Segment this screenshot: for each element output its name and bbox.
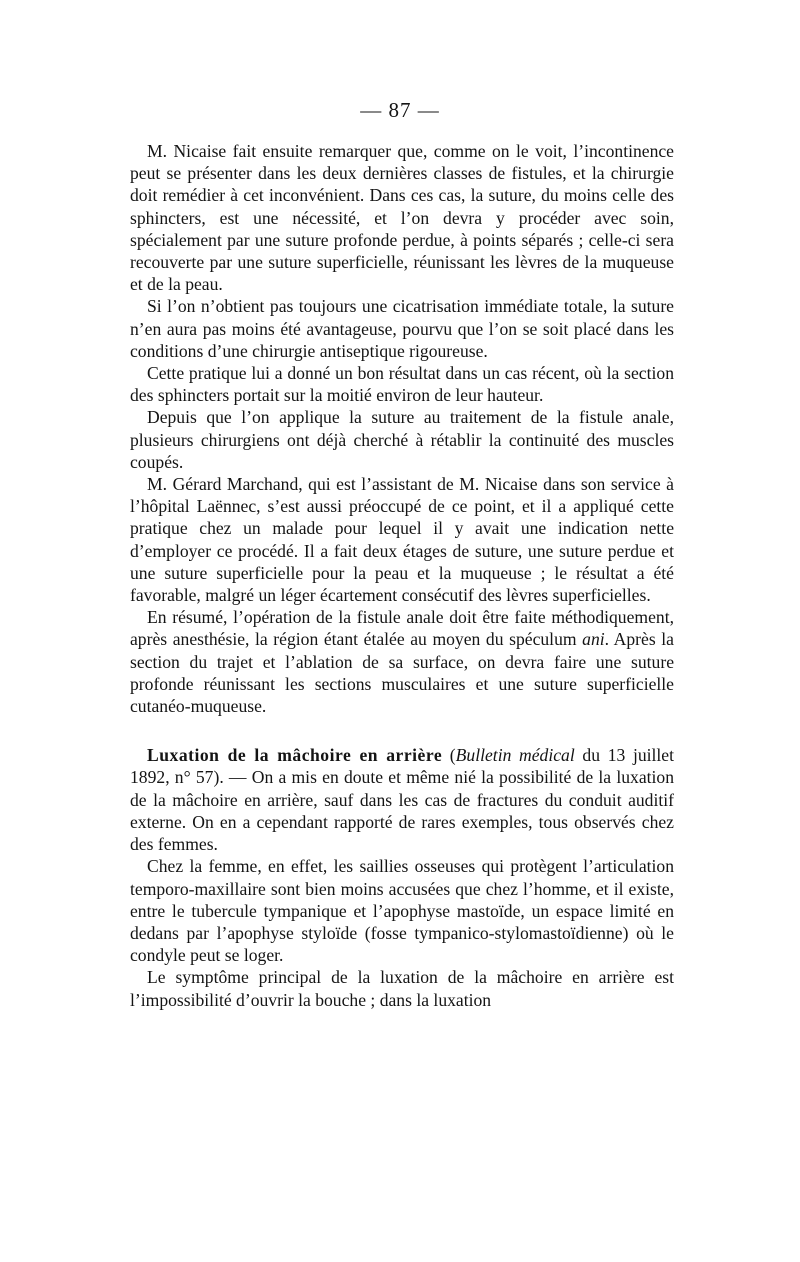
summary-italic-term: ani — [582, 629, 605, 650]
summary-text-end: . Après la section du trajet et l’ablation de sa surface, on devra faire une suture profonde réunissant les sections musculaires et une suture superficielle cutanéo-muqueuse. — [130, 629, 674, 717]
section-heading-paragraph — [130, 744, 674, 855]
source-open: ( — [442, 745, 456, 766]
body-text — [130, 140, 674, 1011]
section-divider-space — [130, 717, 674, 744]
paragraph: M. Nicaise fait ensuite remarquer que, comme on le voit, l’incontinence peut se présenter dans les deux dernières classes de fistules, et la chirurgie doit remédier à cet inconvénient. Dans ces cas, la suture, du moins celle des sphincters, est une nécessité, et l’on devra y procéder avec soin, spécialement par une suture profonde perdue, à points séparés ; celle-ci sera recouverte par une suture superficielle, réunissant les lèvres de la muqueuse et de la peau. — [130, 141, 674, 295]
section-intro-text: du 13 juillet 1892, n° 57). — On a mis en doute et même nié la possibilité de la luxation de la mâchoire en arrière, sauf dans les cas de fractures du conduit auditif externe. On en a cependant rapporté de rares exemples, tous observés chez des femmes. — [130, 745, 675, 855]
paragraph: Cette pratique lui a donné un bon résultat dans un cas récent, où la section des sphincters portait sur la moitié environ de leur hauteur. — [130, 363, 674, 406]
source-citation: Bulletin médical — [455, 745, 575, 766]
paragraph: Chez la femme, en effet, les saillies osseuses qui protègent l’articulation temporo-maxillaire sont bien moins accusées que chez l’homme, et il existe, entre le tubercule tympanique et l’apophyse mastoïde, un espace limité en dedans par l’apophyse styloïde (fosse tympanico-stylomastoïdienne) où le condyle peut se loger. — [130, 856, 674, 966]
summary-text-start: En résumé, l’opération de la fistule anale doit être faite méthodiquement, après anesthésie, la région étant étalée au moyen du spéculum — [130, 607, 674, 650]
section-title: Luxation de la mâchoire en arrière — [147, 745, 443, 766]
paragraph: M. Gérard Marchand, qui est l’assistant de M. Nicaise dans son service à l’hôpital Laënnec, s’est aussi préoccupé de ce point, et il a appliqué cette pratique chez un malade pour lequel il y avait une indication nette d’employer ce procédé. Il a fait deux étages de suture, une suture perdue et une suture superficielle pour la peau et la muqueuse ; le résultat a été favorable, malgré un léger écartement consécutif des lèvres superficielles. — [130, 474, 674, 606]
paragraph: Si l’on n’obtient pas toujours une cicatrisation immédiate totale, la suture n’en aura pas moins été avantageuse, pourvu que l’on se soit placé dans les conditions d’une chirurgie antiseptique rigoureuse. — [130, 296, 674, 361]
paragraph-summary — [130, 606, 674, 717]
paragraph: Le symptôme principal de la luxation de la mâchoire en arrière est l’impossibilité d’ouvrir la bouche ; dans la luxation — [130, 967, 674, 1010]
page-number: — 87 — — [360, 98, 440, 122]
paragraph: Depuis que l’on applique la suture au traitement de la fistule anale, plusieurs chirurgiens ont déjà cherché à rétablir la continuité des muscles coupés. — [130, 407, 674, 472]
